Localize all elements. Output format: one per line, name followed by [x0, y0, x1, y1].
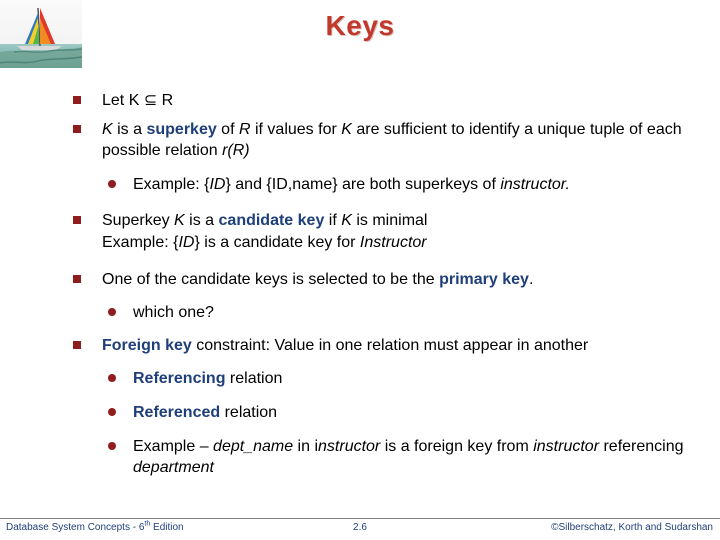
bullet-text: Foreign key constraint: Value in one relation must appear in another	[102, 336, 589, 354]
circle-bullet-icon	[108, 180, 116, 188]
page-title: Keys	[325, 10, 395, 41]
sub-bullet-text: which one?	[133, 304, 214, 322]
sub-bullet-text: Referenced relation	[133, 403, 278, 421]
footer-right: ©Silberschatz, Korth and Sudarshan	[551, 522, 713, 533]
circle-bullet-icon	[108, 442, 116, 450]
bullet-item	[70, 335, 690, 357]
sub-bullet-item	[70, 174, 690, 196]
sub-bullet-item	[70, 402, 690, 424]
main-content	[70, 90, 690, 479]
sub-bullet-item	[70, 368, 690, 390]
sub-bullet-item	[70, 302, 690, 324]
bullet-item	[70, 210, 690, 253]
footer-divider	[0, 518, 720, 519]
square-bullet-icon	[73, 96, 81, 104]
sub-bullet-item	[70, 436, 690, 479]
bullet-text: One of the candidate keys is selected to be the primary key.	[102, 270, 534, 288]
bullet-text: Superkey K is a candidate key if K is minimal Example: {ID} is a candidate key for Instructor	[102, 212, 428, 251]
sub-bullet-text: Example: {ID} and {ID,name} are both superkeys of instructor.	[133, 175, 570, 193]
sub-bullet-text: Example – dept_name in instructor is a foreign key from instructor referencing department	[133, 437, 684, 477]
bullet-text: K is a superkey of R if values for K are sufficient to identify a unique tuple of each possible relation r(R)	[102, 120, 682, 160]
square-bullet-icon	[73, 216, 81, 224]
footer-page-number: 2.6	[353, 522, 367, 533]
circle-bullet-icon	[108, 308, 116, 316]
bullet-item	[70, 269, 690, 291]
circle-bullet-icon	[108, 374, 116, 382]
footer-left: Database System Concepts - 6th Edition	[6, 520, 184, 533]
square-bullet-icon	[73, 275, 81, 283]
bullet-item	[70, 90, 690, 112]
sub-bullet-text: Referencing relation	[133, 370, 283, 388]
circle-bullet-icon	[108, 408, 116, 416]
bullet-item	[70, 119, 690, 162]
bullet-text: Let K ⊆ R	[102, 92, 174, 109]
square-bullet-icon	[73, 125, 81, 133]
square-bullet-icon	[73, 341, 81, 349]
